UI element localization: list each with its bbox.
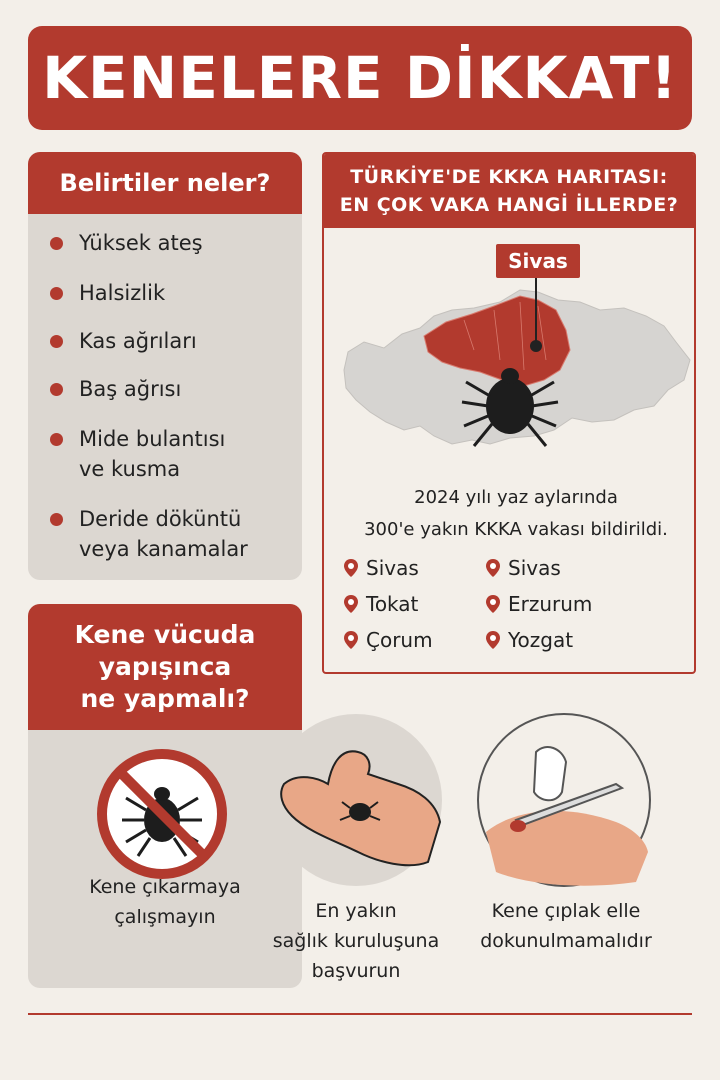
map-stat <box>346 482 686 546</box>
bottom-divider <box>28 1013 692 1015</box>
symptom-text: Yüksek ateş <box>79 231 203 255</box>
step-caption: Kene çıplak elle dokunulmamalıdır <box>480 900 652 952</box>
symptoms-title: Belirtiler neler? <box>28 152 302 214</box>
symptom-text: Mide bulantısı ve kusma <box>79 427 226 481</box>
location-pin-icon <box>344 559 358 577</box>
bullet-icon <box>50 287 63 300</box>
bullet-icon <box>50 433 63 446</box>
symptom-item <box>50 424 225 484</box>
location-pin-icon <box>344 595 358 613</box>
symptom-item <box>50 326 197 356</box>
stat-line: 300'e yakın KKKA vakası bildirildi. <box>364 519 668 540</box>
province-item <box>344 556 419 580</box>
step-caption: En yakın sağlık kuruluşuna başvurun <box>272 900 440 982</box>
page-title: KENELERE DİKKAT! <box>42 44 678 112</box>
symptom-item <box>50 278 165 308</box>
location-pin-icon <box>344 631 358 649</box>
symptoms-card <box>28 152 302 580</box>
symptom-text: Deride döküntü veya kanamalar <box>79 507 248 561</box>
province-name: Sivas <box>508 556 561 580</box>
symptom-item <box>50 228 203 258</box>
symptom-text: Baş ağrısı <box>79 377 182 401</box>
location-pin-icon <box>486 595 500 613</box>
kkka-map-card <box>322 152 696 674</box>
province-item <box>486 628 573 652</box>
province-item <box>486 556 561 580</box>
province-name: Tokat <box>366 592 419 616</box>
bullet-icon <box>50 383 63 396</box>
hand-with-tick-icon <box>268 712 444 888</box>
symptom-item <box>50 504 248 564</box>
province-name: Yozgat <box>508 628 574 652</box>
bullet-icon <box>50 513 63 526</box>
bullet-icon <box>50 335 63 348</box>
bullet-icon <box>50 237 63 250</box>
location-pin-icon <box>486 631 500 649</box>
stat-line: 2024 yılı yaz aylarında <box>414 487 618 508</box>
map-title-line: TÜRKİYE'DE KKKA HARITASI: <box>350 166 668 188</box>
province-name: Sivas <box>366 556 419 580</box>
symptom-text: Kas ağrıları <box>79 329 197 353</box>
no-tick-icon <box>92 744 232 884</box>
title-banner <box>28 26 692 130</box>
symptom-text: Halsizlik <box>79 281 166 305</box>
location-pin-icon <box>486 559 500 577</box>
province-name: Çorum <box>366 628 433 652</box>
province-item <box>486 592 592 616</box>
province-name: Erzurum <box>508 592 593 616</box>
map-title-line: EN ÇOK VAKA HANGİ İLLERDE? <box>339 194 679 216</box>
province-item <box>344 628 433 652</box>
symptom-item <box>50 374 181 404</box>
step-caption: Kene çıkarmaya çalışmayın <box>89 876 241 928</box>
map-highlight-label: Sivas <box>496 244 580 278</box>
tweezers-removal-icon <box>476 712 652 888</box>
action-title: Kene vücuda yapışınca ne yapmalı? <box>28 604 302 730</box>
province-item <box>344 592 418 616</box>
map-title <box>324 154 694 228</box>
